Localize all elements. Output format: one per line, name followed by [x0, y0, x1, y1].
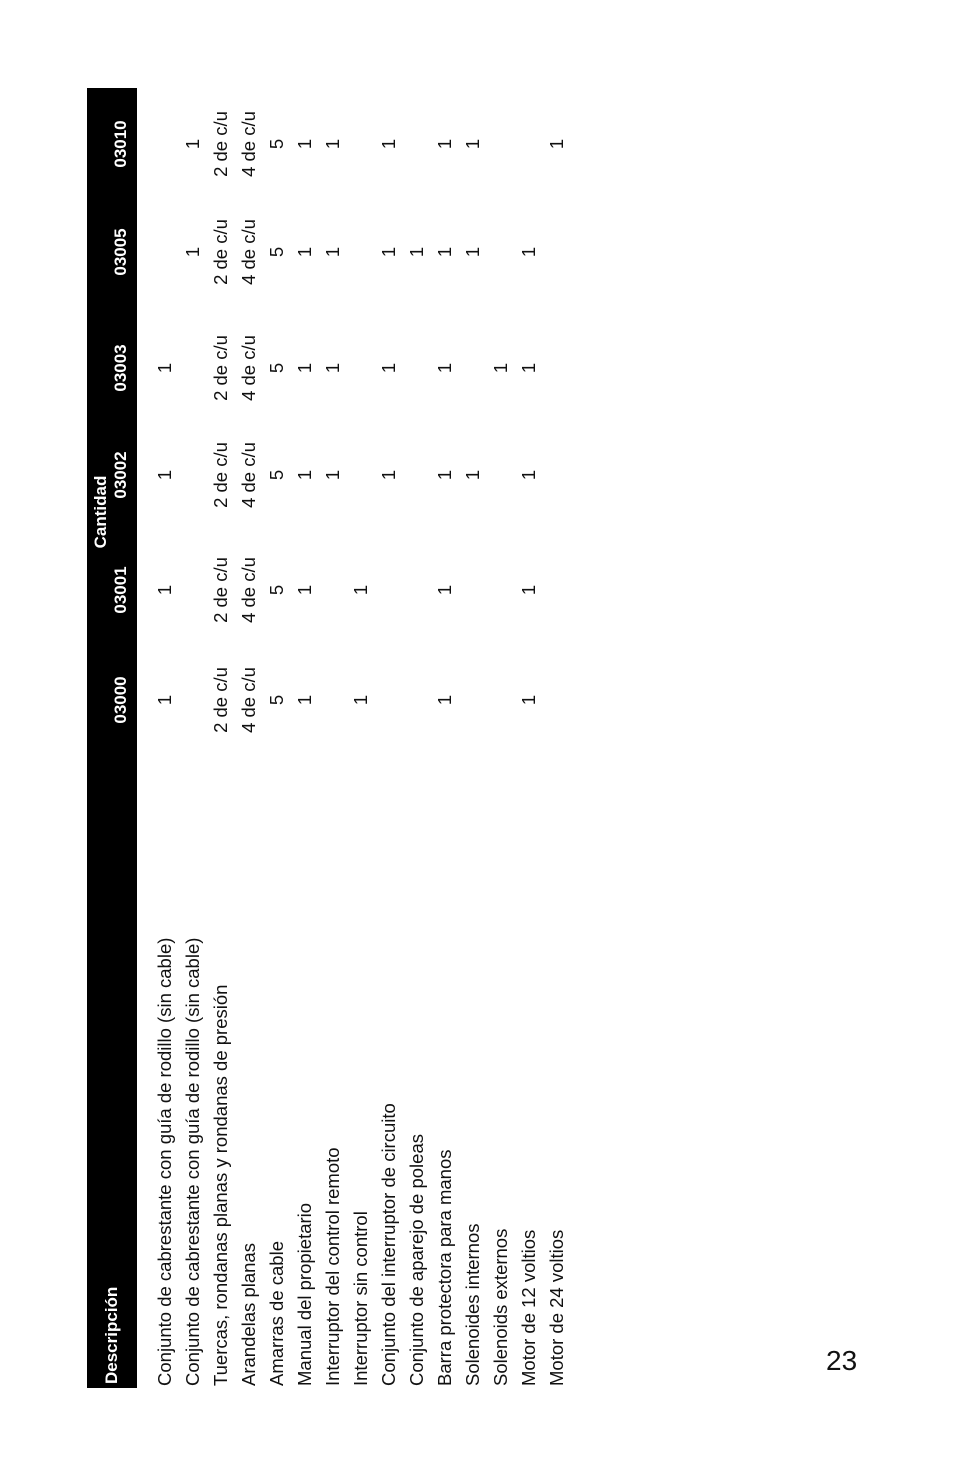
- row-qty-03010: 2 de c/u: [210, 111, 231, 177]
- row-qty-03003: 4 de c/u: [238, 335, 259, 401]
- row-qty-03001: 1: [294, 584, 315, 596]
- row-qty-03005: 1: [518, 246, 539, 258]
- row-qty-03002: 1: [518, 469, 539, 481]
- row-qty-03000: 1: [294, 694, 315, 706]
- row-qty-03005: 1: [294, 246, 315, 258]
- header-model-03002: 03002: [111, 451, 130, 499]
- row-description: Solenoids externos: [490, 1228, 511, 1386]
- row-description: Barra protectora para manos: [434, 1149, 455, 1386]
- header-model-03003: 03003: [111, 344, 130, 392]
- row-qty-03010: 5: [266, 138, 287, 150]
- row-qty-03002: 4 de c/u: [238, 442, 259, 508]
- row-qty-03005: 2 de c/u: [210, 219, 231, 285]
- row-description: Conjunto de aparejo de poleas: [406, 1134, 427, 1386]
- row-qty-03010: 1: [434, 138, 455, 150]
- header-model-03001: 03001: [111, 566, 130, 614]
- table-row: [431, 88, 459, 1388]
- page-number: 23: [826, 1345, 858, 1376]
- row-qty-03001: 1: [154, 584, 175, 596]
- row-qty-03010: 4 de c/u: [238, 111, 259, 177]
- row-qty-03005: 1: [406, 246, 427, 258]
- row-description: Motor de 24 voltios: [546, 1229, 567, 1386]
- row-qty-03001: 2 de c/u: [210, 557, 231, 623]
- row-qty-03001: 1: [518, 584, 539, 596]
- row-qty-03003: 1: [434, 362, 455, 374]
- header-model-03005: 03005: [111, 228, 130, 276]
- row-qty-03005: 5: [266, 246, 287, 258]
- row-qty-03001: 4 de c/u: [238, 557, 259, 623]
- row-qty-03005: 1: [322, 246, 343, 258]
- table-row: [291, 88, 319, 1388]
- row-qty-03003: 1: [322, 362, 343, 374]
- row-description: Interruptor del control remoto: [322, 1147, 343, 1386]
- row-qty-03000: 1: [154, 694, 175, 706]
- table-row: [403, 88, 431, 1388]
- row-qty-03003: 1: [518, 362, 539, 374]
- table-row: [207, 88, 235, 1388]
- row-qty-03005: 4 de c/u: [238, 219, 259, 285]
- row-qty-03003: 1: [490, 362, 511, 374]
- row-description: Solenoides internos: [462, 1223, 483, 1386]
- row-qty-03010: 1: [462, 138, 483, 150]
- row-qty-03002: 5: [266, 469, 287, 481]
- row-qty-03001: 1: [350, 584, 371, 596]
- row-qty-03002: 1: [434, 469, 455, 481]
- row-qty-03002: 1: [294, 469, 315, 481]
- header-cantidad: Cantidad: [91, 475, 110, 549]
- table-row: [347, 88, 375, 1388]
- table-row: [319, 88, 347, 1388]
- row-qty-03005: 1: [462, 246, 483, 258]
- row-qty-03005: 1: [434, 246, 455, 258]
- table-row: [515, 88, 543, 1388]
- header-model-03000: 03000: [111, 676, 130, 724]
- row-qty-03000: 1: [350, 694, 371, 706]
- table-row: [235, 88, 263, 1388]
- row-description: Conjunto de cabrestante con guía de rodillo (sin cable): [182, 937, 203, 1386]
- row-description: Amarras de cable: [266, 1241, 287, 1386]
- row-qty-03001: 5: [266, 584, 287, 596]
- row-qty-03003: 2 de c/u: [210, 335, 231, 401]
- parts-table-rotated: [87, 88, 587, 1388]
- row-qty-03002: 1: [378, 469, 399, 481]
- row-description: Manual del propietario: [294, 1202, 315, 1386]
- row-qty-03005: 1: [378, 246, 399, 258]
- row-qty-03003: 1: [294, 362, 315, 374]
- row-qty-03003: 1: [154, 362, 175, 374]
- row-qty-03000: 1: [434, 694, 455, 706]
- row-description: Conjunto de cabrestante con guía de rodillo (sin cable): [154, 937, 175, 1386]
- table-row: [459, 88, 487, 1388]
- row-qty-03000: 5: [266, 694, 287, 706]
- table-row: [151, 88, 179, 1388]
- row-qty-03003: 5: [266, 362, 287, 374]
- table-row: [263, 88, 291, 1388]
- row-description: Motor de 12 voltios: [518, 1229, 539, 1386]
- row-qty-03000: 1: [518, 694, 539, 706]
- table-row: [543, 88, 571, 1388]
- row-qty-03001: 1: [434, 584, 455, 596]
- row-qty-03010: 1: [546, 138, 567, 150]
- row-qty-03002: 1: [154, 469, 175, 481]
- row-description: Arandelas planas: [238, 1243, 259, 1386]
- header-description: Descripción: [102, 1286, 121, 1384]
- table-row: [487, 88, 515, 1388]
- row-qty-03010: 1: [322, 138, 343, 150]
- table-header: [87, 88, 137, 1388]
- row-description: Interruptor sin control: [350, 1211, 371, 1386]
- row-qty-03000: 2 de c/u: [210, 667, 231, 733]
- row-qty-03002: 2 de c/u: [210, 442, 231, 508]
- table-row: [179, 88, 207, 1388]
- row-qty-03000: 4 de c/u: [238, 667, 259, 733]
- row-description: Tuercas, rondanas planas y rondanas de presión: [210, 984, 231, 1386]
- row-qty-03010: 1: [182, 138, 203, 150]
- row-qty-03003: 1: [378, 362, 399, 374]
- row-qty-03005: 1: [182, 246, 203, 258]
- table-row: [375, 88, 403, 1388]
- row-qty-03002: 1: [322, 469, 343, 481]
- row-qty-03002: 1: [462, 469, 483, 481]
- row-qty-03010: 1: [378, 138, 399, 150]
- header-model-03010: 03010: [111, 120, 130, 168]
- row-qty-03010: 1: [294, 138, 315, 150]
- row-description: Conjunto del interruptor de circuito: [378, 1103, 399, 1386]
